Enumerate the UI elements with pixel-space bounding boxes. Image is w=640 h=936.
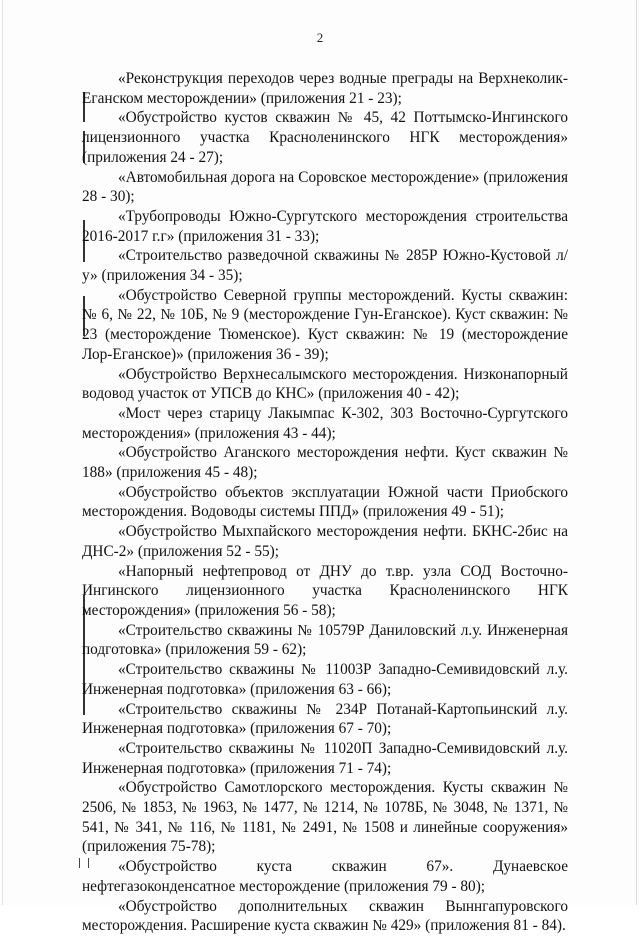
list-item: «Реконструкция переходов через водные преграды на Верхнеколик-Еганском месторождении» (приложения 21 - 23); xyxy=(82,70,568,107)
scan-edge-right xyxy=(636,0,637,905)
list-item: «Строительство скважины № 234Р Потанай-Картопьинский л.у. Инженерная подготовка» (приложения 67 - 70); xyxy=(82,700,568,738)
list-item: «Обустройство Северной группы месторождений. Кусты скважин: № 6, № 22, № 10Б, № 9 (месторождение Гун-Еганское). Куст скважин: № 23 (месторождение Тюменское). Куст скважин: № 19 (месторождение Лор-Еганское)» (приложения 36 - 39); xyxy=(82,286,568,363)
document-body xyxy=(82,69,568,936)
list-item: «Напорный нефтепровод от ДНУ до т.вр. узла СОД Восточно-Ингинского лицензионного участка Красноленинского НГК месторождения» (приложения 56 - 58); xyxy=(82,562,568,619)
list-item: «Обустройство Верхнесалымского месторождения. Низконапорный водовод участок от УПСВ до КНС» (приложения 40 - 42); xyxy=(82,365,568,403)
list-item: «Обустройство Мыхпайского месторождения нефти. БКНС-2бис на ДНС-2» (приложения 52 - 55); xyxy=(82,523,568,560)
list-item: «Обустройство кустов скважин № 45, 42 Поттымско-Ингинского лицензионного участка Красноленинского НГК месторождения» (приложения 24 - 27); xyxy=(82,109,568,166)
list-item: «Строительство разведочной скважины № 285Р Южно-Кустовой л/у» (приложения 34 - 35); xyxy=(82,247,568,285)
list-item: «Обустройство Аганского месторождения нефти. Куст скважин № 188» (приложения 45 - 48); xyxy=(82,444,568,482)
list-item: «Обустройство Самотлорского месторождения. Кусты скважин № 2506, № 1853, № 1963, № 1477, № 1214, № 1078Б, № 3048, № 1371, № 541, № 341, № 116, № 1181, № 2491, № 1508 и линейные сооружения» (приложения 75-78); xyxy=(82,779,568,856)
list-item: «Обустройство куста скважин 67». Дунаевское нефтегазоконденсатное месторождение (приложения 79 - 80); xyxy=(82,858,568,895)
list-item: «Обустройство объектов эксплуатации Южной части Приобского месторождения. Водоводы системы ППД» (приложения 49 - 51); xyxy=(82,483,568,521)
list-item: «Строительство скважины № 11003Р Западно-Семивидовский л.у. Инженерная подготовка» (приложения 63 - 66); xyxy=(82,661,568,698)
scan-edge-left xyxy=(2,0,3,905)
list-item: «Строительство скважины № 10579Р Даниловский л.у. Инженерная подготовка» (приложения 59 - 62); xyxy=(82,621,568,659)
page-number: 2 xyxy=(316,30,324,45)
list-item: «Строительство скважины № 11020П Западно-Семивидовский л.у. Инженерная подготовка» (приложения 71 - 74); xyxy=(82,739,568,777)
list-item: «Мост через старицу Лакымпас К-302, 303 Восточно-Сургутского месторождения» (приложения 43 - 44); xyxy=(82,404,568,442)
list-item: «Трубопроводы Южно-Сургутского месторождения строительства 2016-2017 г.г» (приложения 31 - 33); xyxy=(82,207,568,245)
list-item: «Обустройство дополнительных скважин Выннгапуровского месторождения. Расширение куста скважин № 429» (приложения 81 - 84). xyxy=(82,897,568,935)
list-item: «Автомобильная дорога на Соровское месторождение» (приложения 28 - 30); xyxy=(82,168,568,206)
